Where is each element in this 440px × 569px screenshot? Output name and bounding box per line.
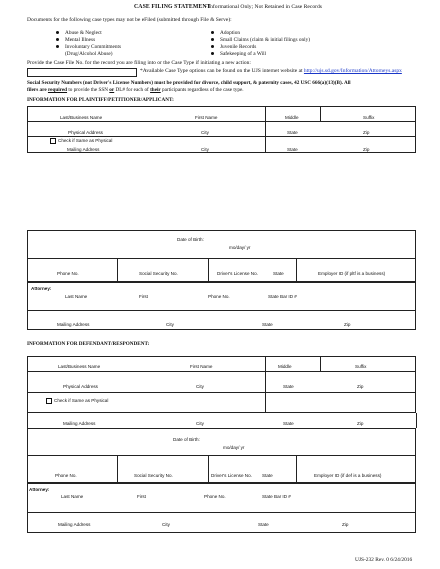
defendant-first-name-label: First Name [190, 364, 213, 369]
case-type-item: Involuntary Commitments [56, 44, 121, 50]
plaintiff-phone-label: Phone No. [57, 271, 79, 276]
defendant-zip-label: Zip [357, 384, 364, 389]
bullet-icon [56, 45, 59, 48]
defendant-dl-label: Driver's License No. [211, 473, 252, 478]
plaintiff-city-label: City [201, 147, 209, 152]
defendant-city-label: City [196, 421, 204, 426]
form-number: UJS-232 Rev. 0 6/24/2016 [355, 557, 413, 563]
plaintiff-att-mailing-label: Mailing Address [57, 322, 90, 327]
defendant-dob-format: mo/day/ yr [223, 445, 245, 450]
defendant-mailing-address-label: Mailing Address [63, 421, 96, 426]
plaintiff-city-label: City [201, 130, 209, 135]
provide-text: Provide the Case File No. for the record you are filing into or the Case Type if initiating a new action: [27, 60, 251, 66]
plaintiff-att-state-label: State [262, 322, 273, 327]
bullet-icon [211, 45, 214, 48]
case-type-subitem: (Drug/Alcohol Abuse) [65, 51, 113, 57]
plaintiff-state-label: State [287, 147, 298, 152]
case-type-item: Safekeeping of a Will [211, 51, 266, 57]
defendant-state-label: State [283, 421, 294, 426]
bullet-icon [211, 52, 214, 55]
plaintiff-first-name-label: First Name [195, 115, 218, 120]
form-title-note: - Informational Only; Not Retained in Case Records [205, 4, 322, 10]
defendant-last-name-label: Last/Business Name [58, 364, 101, 369]
bullet-icon [56, 38, 59, 41]
defendant-att-city-label: City [162, 522, 170, 527]
plaintiff-suffix-label: Suffix [363, 115, 375, 120]
defendant-phone-label: Phone No. [55, 473, 77, 478]
ujs-link[interactable]: http://ujs.sd.gov/Information/Attorneys.aspx [303, 68, 402, 74]
defendant-att-first-label: First [137, 494, 146, 499]
defendant-att-state-label: State [258, 522, 269, 527]
plaintiff-physical-address-label: Physical Address [68, 130, 103, 135]
case-type-item: Abuse & Neglect [56, 30, 102, 36]
defendant-middle-label: Middle [278, 364, 292, 369]
case-type-item: Small Claims (claim & initial filings only) [211, 37, 310, 43]
plaintiff-zip-label: Zip [363, 130, 370, 135]
plaintiff-dob-format: mo/day/ yr [229, 245, 251, 250]
case-file-input[interactable] [27, 68, 137, 77]
case-type-item: Adoption [211, 30, 240, 36]
plaintiff-attorney-label: Attorney: [31, 286, 52, 291]
plaintiff-att-phone-label: Phone No. [208, 294, 230, 299]
plaintiff-dl-label: Driver's License No. [217, 271, 258, 276]
checkbox-icon[interactable] [50, 138, 56, 144]
intro-text: Documents for the following case types may not be eFiled (submitted through File & Serve): [27, 17, 232, 23]
defendant-state-label: State [283, 384, 294, 389]
plaintiff-dl-state-label: State [273, 271, 284, 276]
ssn-notice: Social Security Numbers (not Driver's License Numbers) must be provided for divorce, child support, & paternity cases, 42 USC 666(a)(13)(B). All [27, 80, 351, 86]
defendant-att-last-label: Last Name [61, 494, 84, 499]
plaintiff-ssn-label: Social Security No. [139, 271, 178, 276]
defendant-att-bar-label: State Bar ID # [262, 494, 291, 499]
defendant-att-phone-label: Phone No. [204, 494, 226, 499]
available-text: *Available Case Type options can be found on the UJS internet website at http://ujs.sd.gov/Information/Attorneys.aspx [140, 68, 402, 74]
ssn-notice-2: filers are required to provide the SSN or DL# for each of their participants regardless of the case type. [27, 87, 244, 93]
plaintiff-section-title: INFORMATION FOR PLAINTIFF/PETITIONER/APPLICANT: [27, 97, 174, 103]
defendant-zip-label: Zip [357, 421, 364, 426]
bullet-icon [56, 31, 59, 34]
defendant-att-mailing-label: Mailing Address [58, 522, 91, 527]
plaintiff-zip-label: Zip [363, 147, 370, 152]
defendant-employer-label: Employer ID (if def is a business) [314, 473, 382, 478]
defendant-attorney-label: Attorney: [29, 487, 50, 492]
plaintiff-att-city-label: City [166, 322, 174, 327]
plaintiff-dob-label: Date of Birth: [177, 237, 204, 242]
defendant-city-label: City [196, 384, 204, 389]
plaintiff-att-zip-label: Zip [344, 322, 351, 327]
form-title: CASE FILING STATEMENT [134, 4, 211, 10]
defendant-att-zip-label: Zip [342, 522, 349, 527]
bullet-icon [211, 31, 214, 34]
plaintiff-att-bar-label: State Bar ID # [268, 294, 297, 299]
defendant-section-title: INFORMATION FOR DEFENDANT/RESPONDENT: [27, 341, 150, 347]
plaintiff-employer-label: Employer ID (if pltf is a business) [318, 271, 386, 276]
defendant-ssn-label: Social Security No. [134, 473, 173, 478]
checkbox-icon[interactable] [46, 398, 52, 404]
plaintiff-mailing-address-label: Mailing Address [67, 147, 100, 152]
bullet-icon [211, 38, 214, 41]
plaintiff-att-first-label: First [139, 294, 148, 299]
plaintiff-same-as-physical[interactable]: Check if Same as Physical [50, 138, 112, 144]
defendant-suffix-label: Suffix [355, 364, 367, 369]
plaintiff-state-label: State [287, 130, 298, 135]
plaintiff-att-last-label: Last Name [65, 294, 88, 299]
defendant-dl-state-label: State [262, 473, 273, 478]
defendant-physical-address-label: Physical Address [63, 384, 98, 389]
defendant-dob-label: Date of Birth: [173, 437, 200, 442]
case-type-item: Mental Illness [56, 37, 95, 43]
case-type-item: Juvenile Records [211, 44, 256, 50]
plaintiff-middle-label: Middle [285, 115, 299, 120]
plaintiff-last-name-label: Last/Business Name [60, 115, 103, 120]
defendant-same-as-physical[interactable]: Check if Same as Physical [46, 398, 108, 404]
